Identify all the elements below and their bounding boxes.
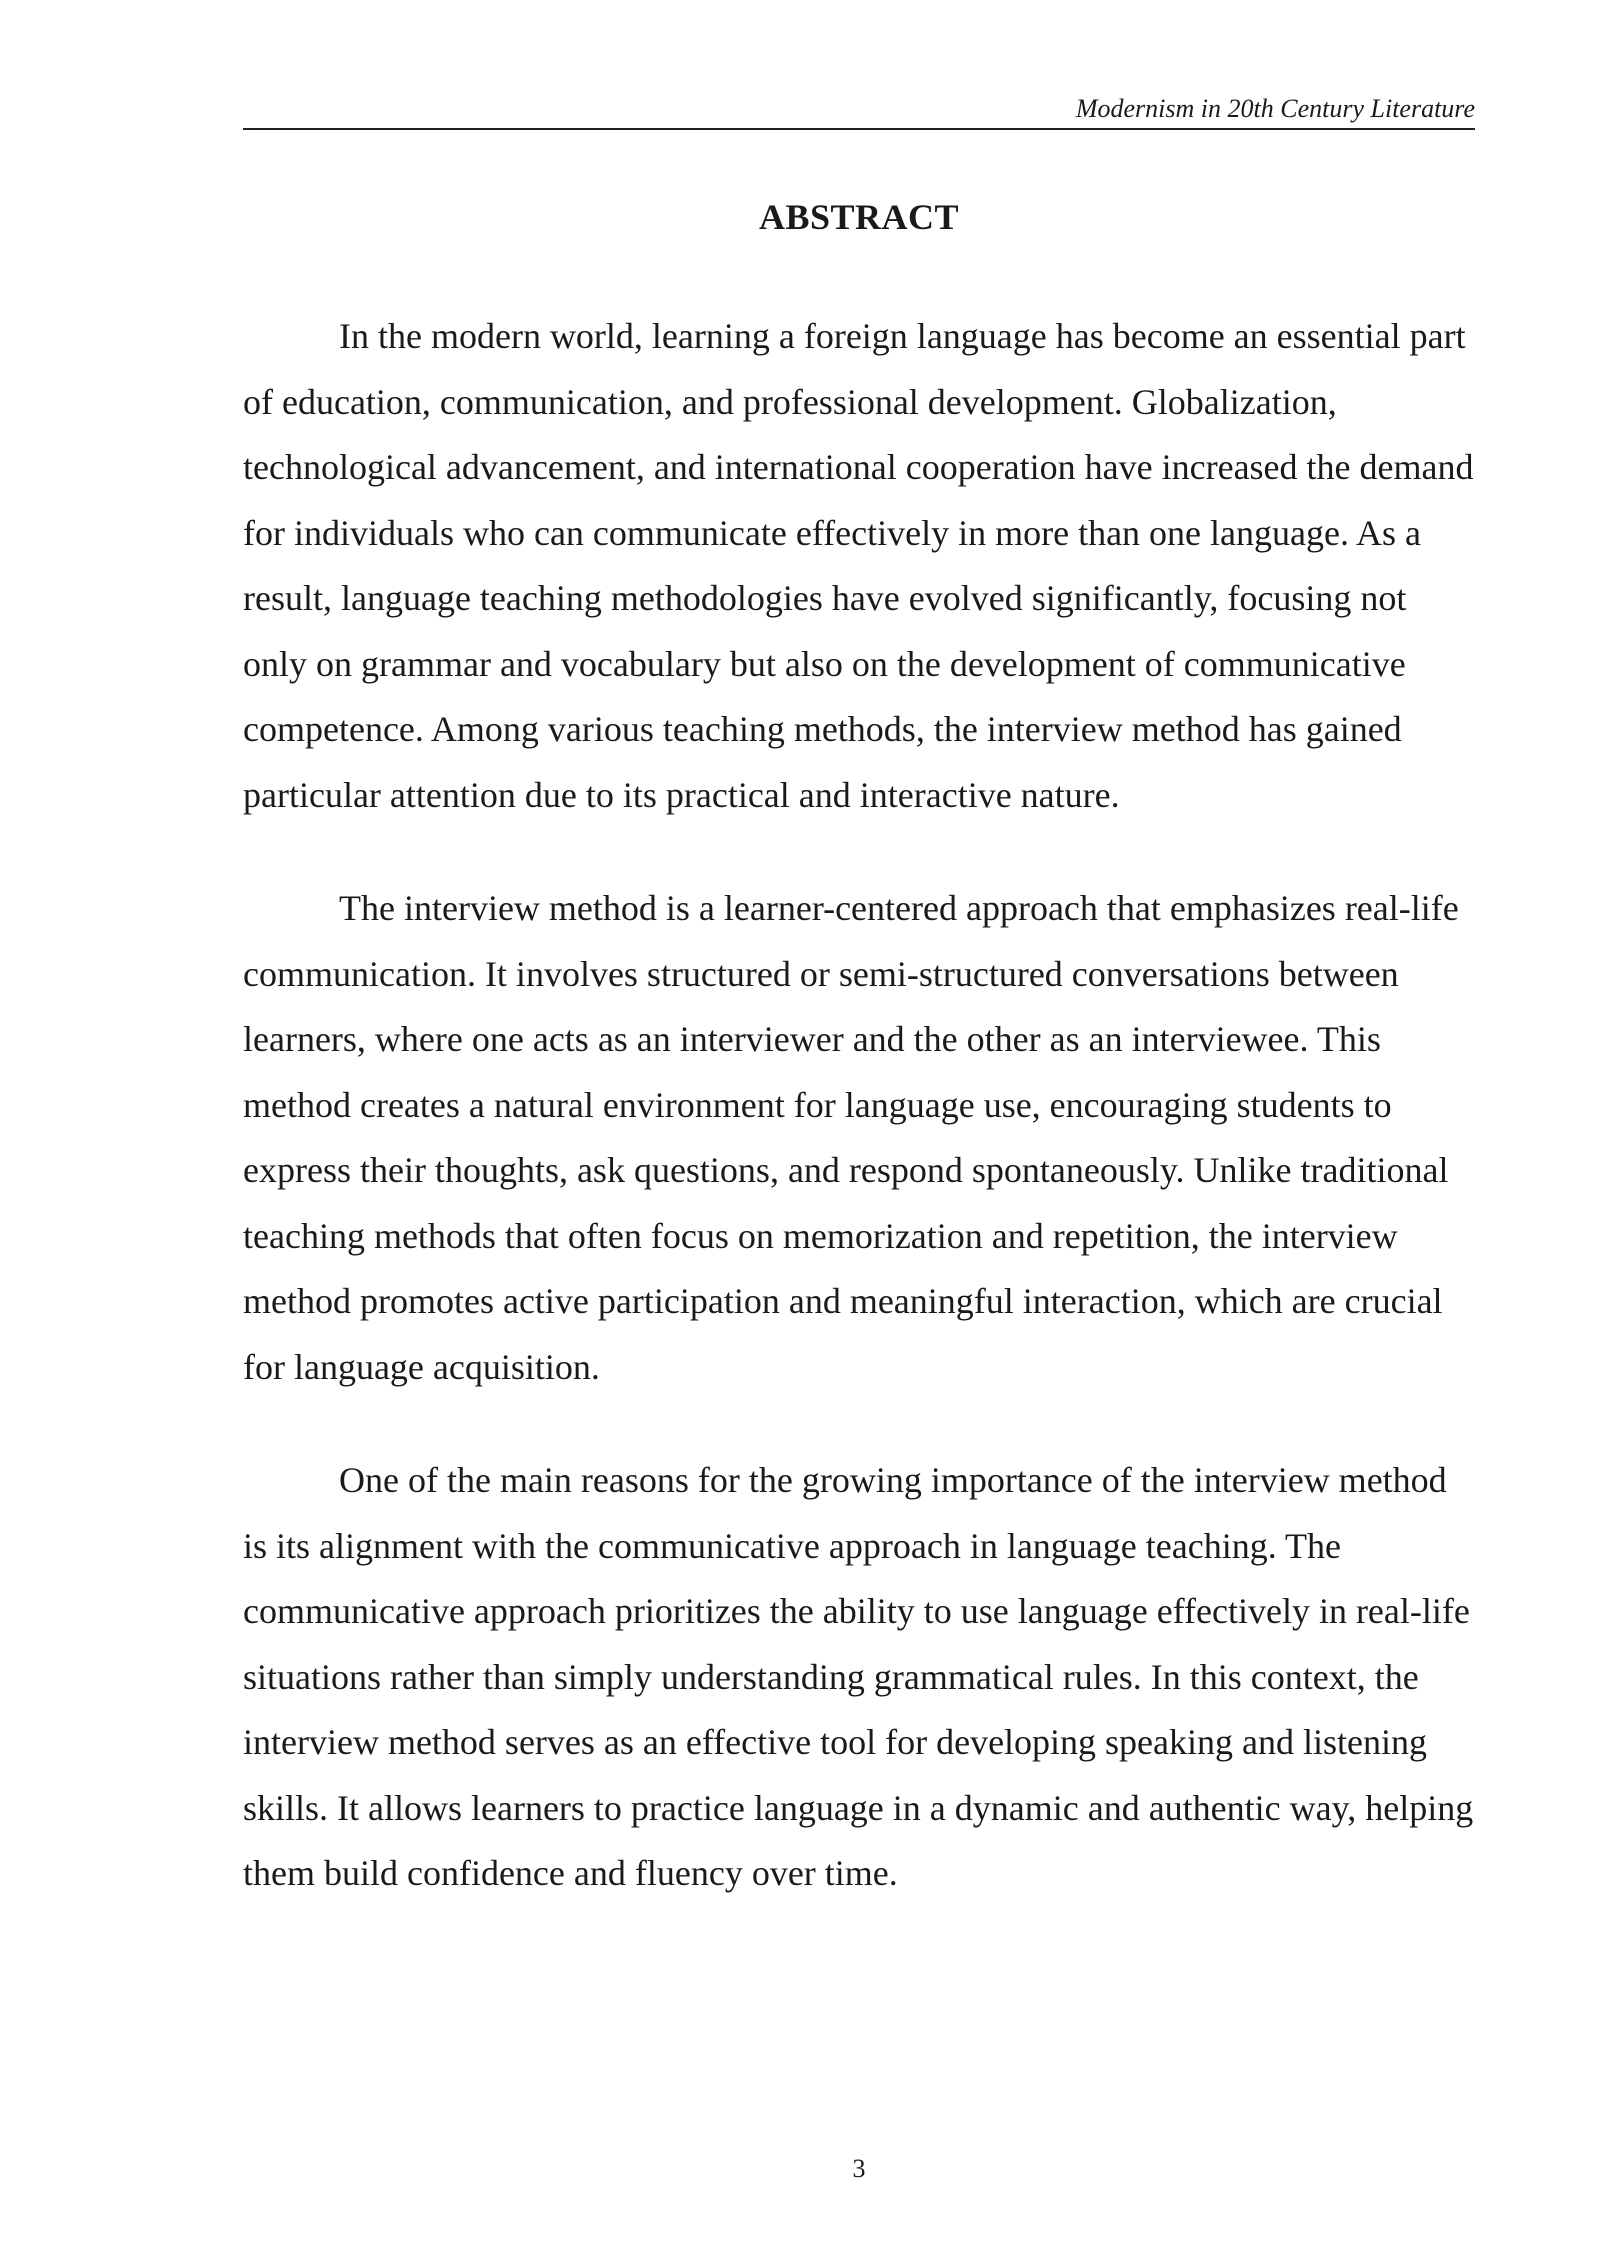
abstract-paragraph-3: One of the main reasons for the growing importance of the interview method is its alignment with the communicative approach in language teaching. The communicative approach prioritizes the ability to use language effectively in real-life situations rather than simply understanding grammatical rules. In this context, the interview method serves as an effective tool for developing speaking and listening skills. It allows learners to practice language in a dynamic and authentic way, helping them build confidence and fluency over time. [243, 1460, 1474, 1893]
section-title: ABSTRACT [758, 197, 960, 237]
page-number: 3 [852, 2154, 866, 2183]
running-header [243, 94, 1475, 130]
abstract-paragraph-1: In the modern world, learning a foreign language has become an essential part of education, communication, and professional development. Globalization, technological advancement, and international cooperation have increased the demand for individuals who can communicate effectively in more than one language. As a result, language teaching methodologies have evolved significantly, focusing not only on grammar and vocabulary but also on the development of communicative competence. Among various teaching methods, the interview method has gained particular attention due to its practical and interactive nature. [243, 316, 1474, 815]
running-header-title: Modernism in 20th Century Literature [1075, 94, 1475, 123]
abstract-body [243, 304, 1475, 1955]
abstract-paragraph-2: The interview method is a learner-centered approach that emphasizes real-life communication. It involves structured or semi-structured conversations between learners, where one acts as an interviewer and the other as an interviewee. This method creates a natural environment for language use, encouraging students to express their thoughts, ask questions, and respond spontaneously. Unlike traditional teaching methods that often focus on memorization and repetition, the interview method promotes active participation and meaningful interaction, which are crucial for language acquisition. [243, 888, 1459, 1387]
